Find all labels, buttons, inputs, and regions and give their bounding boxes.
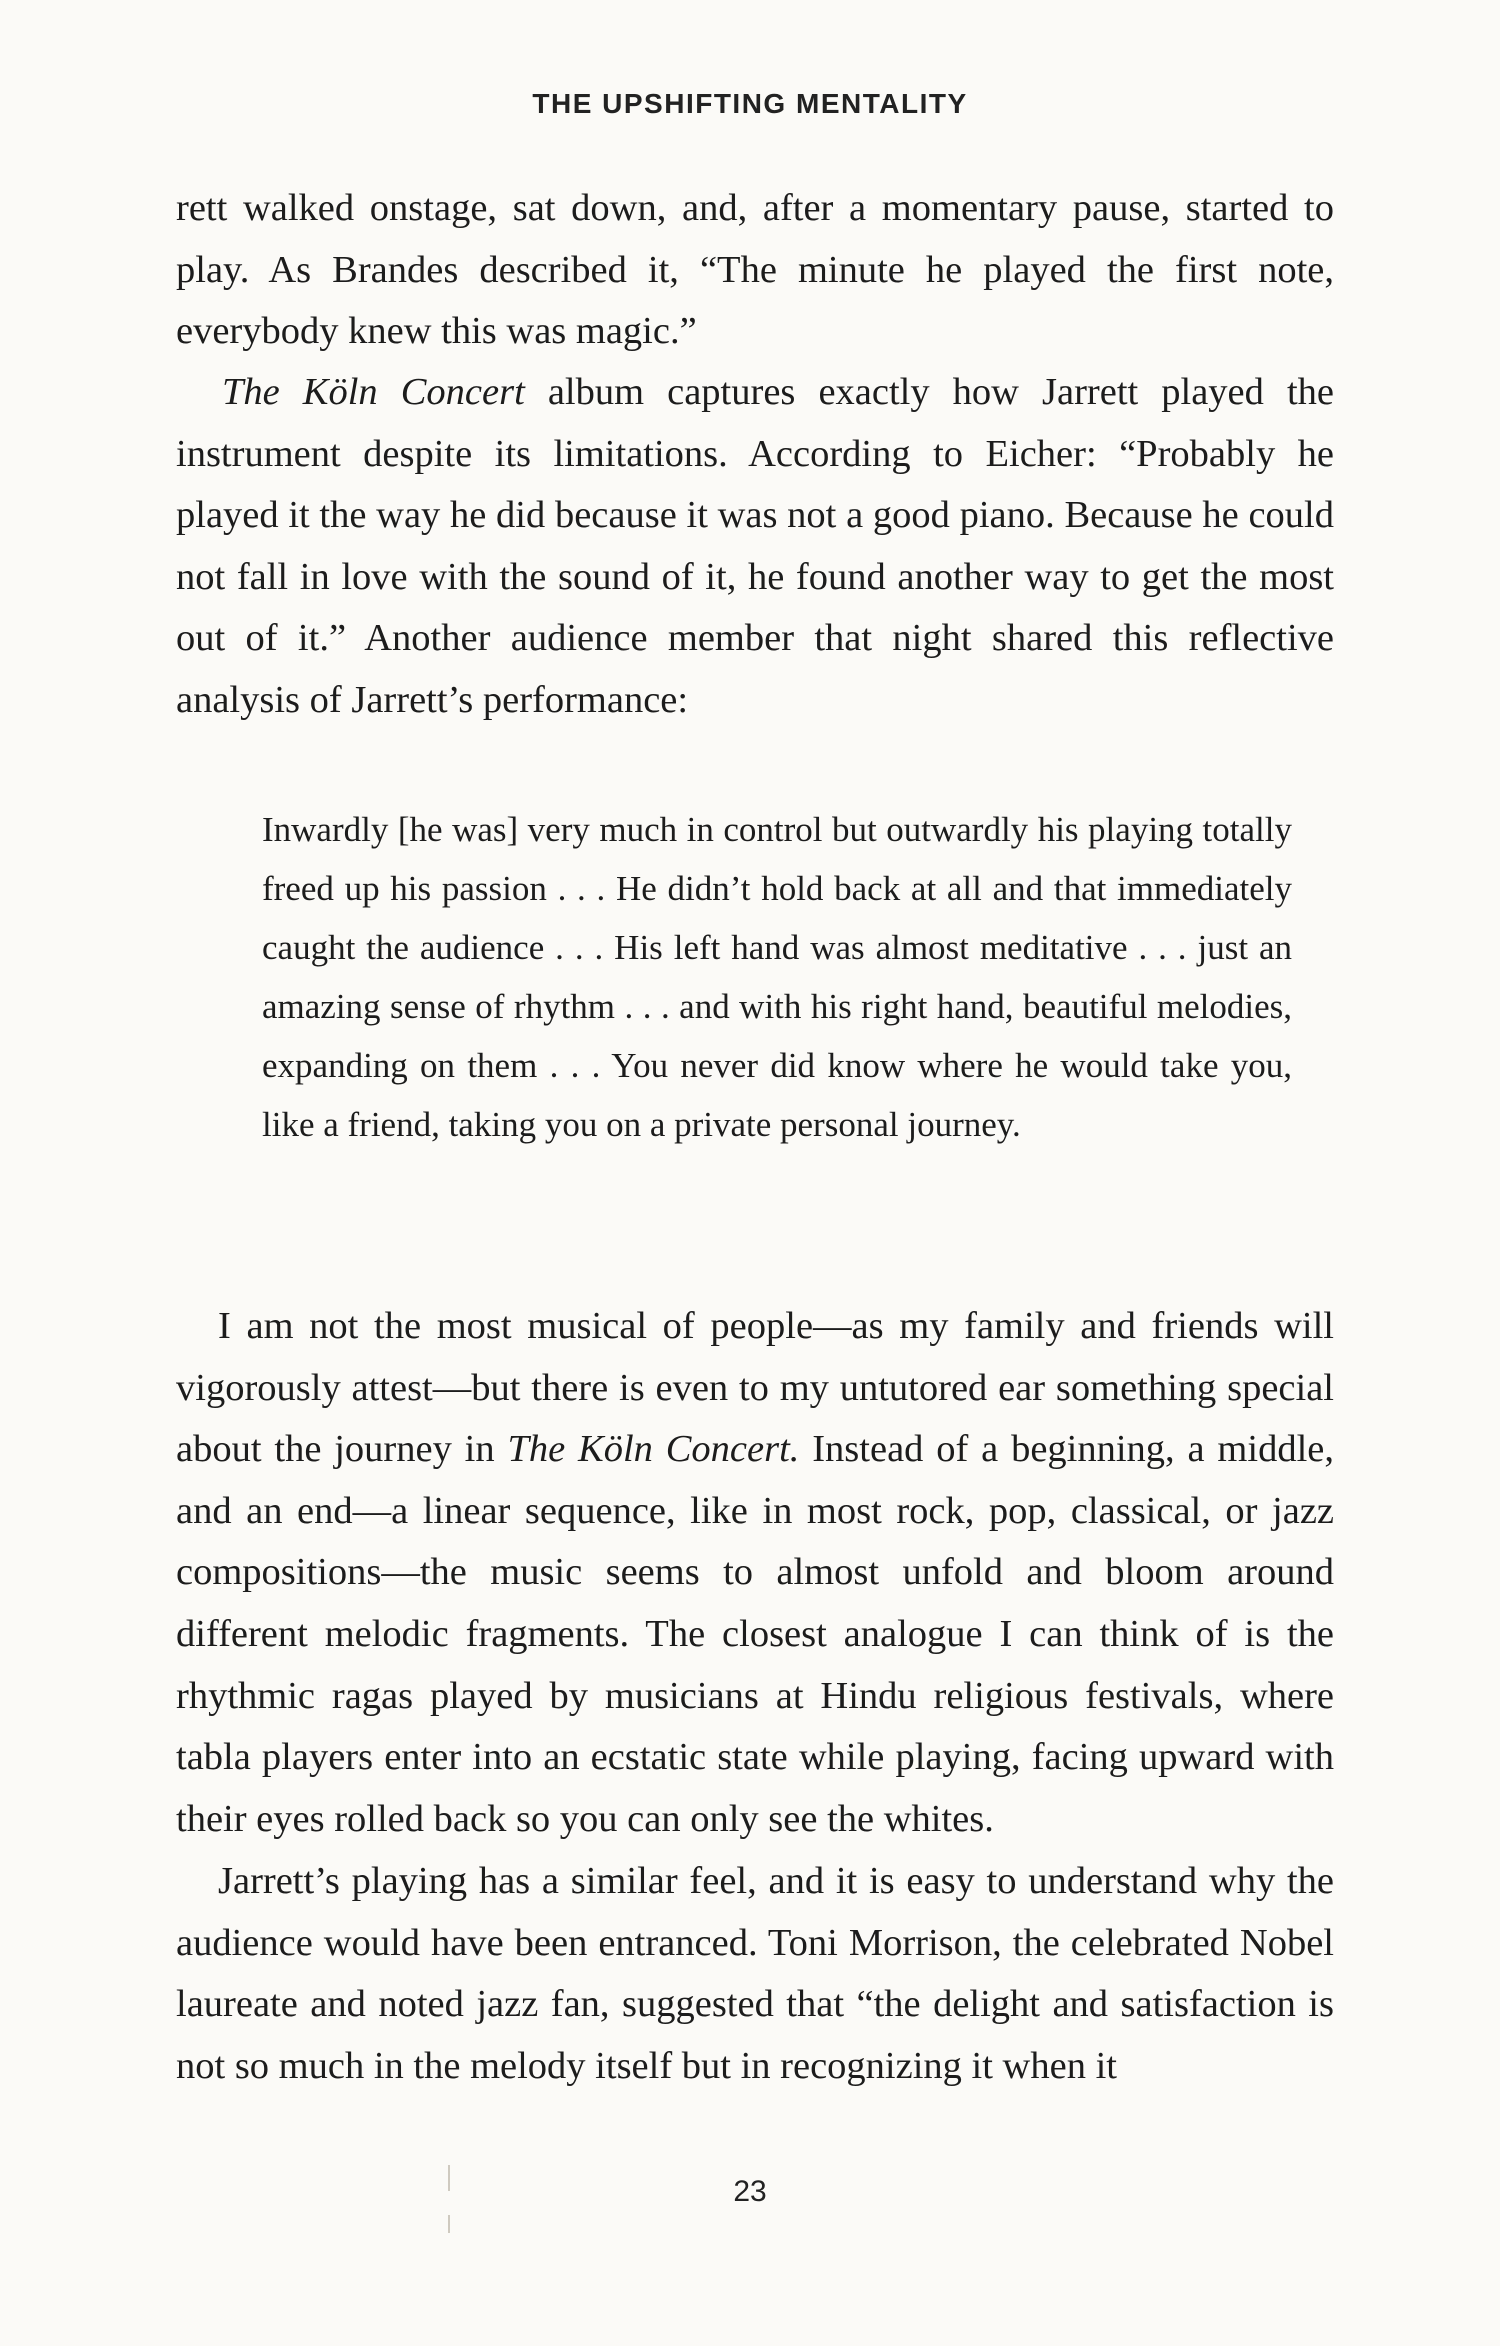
album-title-inline: The Köln Concert. [507, 1428, 800, 1471]
running-head: THE UPSHIFTING MENTALITY [532, 88, 968, 119]
paragraph-3-text-end: Instead of a beginning, a middle, and an end—a linear sequence, like in most rock, pop, classical, or jazz compositions—the music seems to almost unfold and bloom around different melodic fragments. The closest analogue I can think of is the rhythmic ragas played by musicians at Hindu religious festivals, where tabla players enter into an ecstatic state while playing, facing upward with their eyes rolled back so you can only see the whites. [176, 1428, 1334, 1840]
paragraph-2 [176, 362, 1334, 732]
scan-artifact-mark [448, 2165, 450, 2191]
paragraph-3-text-start: I am not the most musical of people—as my family and friends will vigorously attest—but there is even to my untutored ear something special about the journey in [176, 1305, 1334, 1471]
album-title: The Köln Concert [222, 371, 525, 413]
page-number: 23 [733, 2175, 767, 2208]
paragraph-4: Jarrett’s playing has a similar feel, and it is easy to understand why the audience would have been entranced. Toni Morrison, the celebrated Nobel laureate and noted jazz fan, suggested that “the delight and satisfaction is not so much in the melody itself but in recognizing it when it [176, 1860, 1334, 2087]
block-quote: Inwardly [he was] very much in control but outwardly his playing totally freed up his passion . . . He didn’t hold back at all and that immediately caught the audience . . . His left hand was almost meditative . . . just an amazing sense of rhythm . . . and with his right hand, beautiful melodies, expanding on them . . . You never did know where he would take you, like a friend, taking you on a private personal journey. [262, 810, 1292, 1144]
scan-artifact-mark [448, 2215, 450, 2233]
paragraph-2-text: album captures exactly how Jarrett played the instrument despite its limitations. According to Eicher: “Probably he played it the way he did because it was not a good piano. Because he could not fall in love with the sound of it, he found another way to get the most out of it.” Another audience member that night shared this reflective analysis of Jarrett’s performance: [176, 371, 1334, 721]
paragraph-3 [176, 1296, 1334, 1850]
paragraph-1: rett walked onstage, sat down, and, after a momentary pause, started to play. As Brandes described it, “The minute he played the first note, everybody knew this was magic.” [176, 187, 1334, 353]
